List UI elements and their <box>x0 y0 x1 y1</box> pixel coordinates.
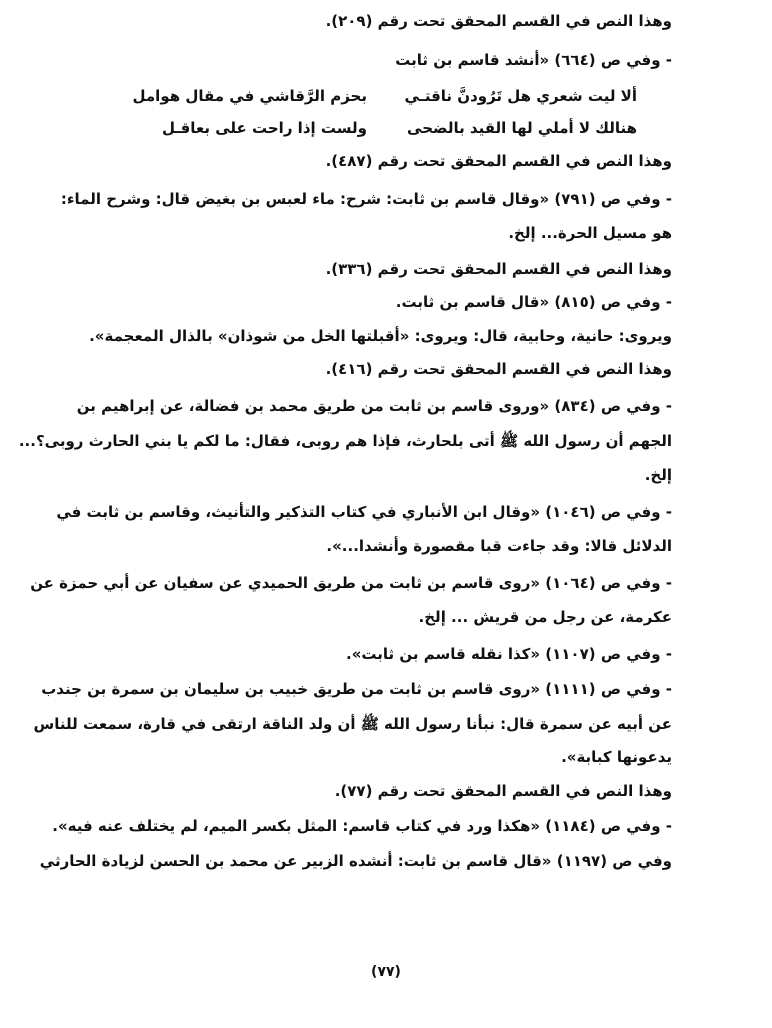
verse-1-second-hemistich: بحزم الرَّقاشي في مقال هوامل <box>132 87 367 105</box>
text-line-13: - وفي ص (١٠٤٦) «وقال ابن الأنباري في كتاب التذكير والتأنيث، وقاسم بن ثابت في <box>56 503 672 521</box>
text-line-15: - وفي ص (١٠٦٤) «روى قاسم بن ثابت من طريق الحميدي عن سفيان عن أبي حمزة عن <box>30 574 672 592</box>
text-line-5: هو مسيل الحرة... إلخ. <box>508 224 672 242</box>
text-line-22: - وفي ص (١١٨٤) «هكذا ورد في كتاب قاسم: المثل بكسر الميم، لم يختلف عنه فيه». <box>52 817 672 835</box>
text-line-12: إلخ. <box>644 466 672 484</box>
text-line-14: الدلائل قالا: وقد جاءت قبا مقصورة وأنشدا...». <box>326 537 672 555</box>
text-line-20: يدعونها كبابة». <box>561 748 672 766</box>
text-line-11: الجهم أن رسول الله ﷺ أتى بلحارث، فإذا هم روبى، فقال: ما لكم يا بني الحارث روبى؟... <box>18 432 672 450</box>
text-line-21: وهذا النص في القسم المحقق تحت رقم (٧٧). <box>334 782 672 800</box>
text-line-18: - وفي ص (١١١١) «روى قاسم بن ثابت من طريق خبيب بن سليمان بن سمرة بن جندب <box>41 680 672 698</box>
text-line-4: - وفي ص (٧٩١) «وقال قاسم بن ثابت: شرح: ماء لعبس بن بغيض قال: وشرح الماء: <box>60 190 672 208</box>
text-line-3: وهذا النص في القسم المحقق تحت رقم (٤٨٧). <box>325 152 672 170</box>
text-line-10: - وفي ص (٨٣٤) «وروى قاسم بن ثابت من طريق محمد بن فضالة، عن إبراهيم بن <box>76 397 672 415</box>
verse-1-first-hemistich: ألا ليت شعري هل تَرُودنَّ ناقتـي <box>404 87 637 105</box>
text-line-1: وهذا النص في القسم المحقق تحت رقم (٢٠٩). <box>325 12 672 30</box>
page-number: (٧٧) <box>371 964 401 980</box>
text-line-8: ويروى: حانية، وحابية، قال: ويروى: «أقبلتها الخل من شوذان» بالذال المعجمة». <box>89 327 672 345</box>
text-line-16: عكرمة، عن رجل من قريش ... إلخ. <box>418 608 672 626</box>
verse-2-second-hemistich: ولست إذا راحت على بعاقـل <box>161 119 367 137</box>
text-line-6: وهذا النص في القسم المحقق تحت رقم (٣٣٦). <box>325 260 672 278</box>
text-line-9: وهذا النص في القسم المحقق تحت رقم (٤١٦). <box>325 360 672 378</box>
text-line-17: - وفي ص (١١٠٧) «كذا نقله قاسم بن ثابت». <box>346 645 672 663</box>
verse-2-first-hemistich: هنالك لا أملي لها القيد بالضحى <box>407 119 637 137</box>
text-line-19: عن أبيه عن سمرة قال: نبأنا رسول الله ﷺ أن ولد الناقة ارتقى في قارة، سمعت للناس <box>33 715 672 733</box>
text-line-23: وفي ص (١١٩٧) «قال قاسم بن ثابت: أنشده الزبير عن محمد بن الحسن لزيادة الحارثي <box>39 852 672 870</box>
text-line-7: - وفي ص (٨١٥) «قال قاسم بن ثابت. <box>395 293 672 311</box>
text-line-2: - وفي ص (٦٦٤) «أنشد قاسم بن ثابت <box>395 51 672 69</box>
